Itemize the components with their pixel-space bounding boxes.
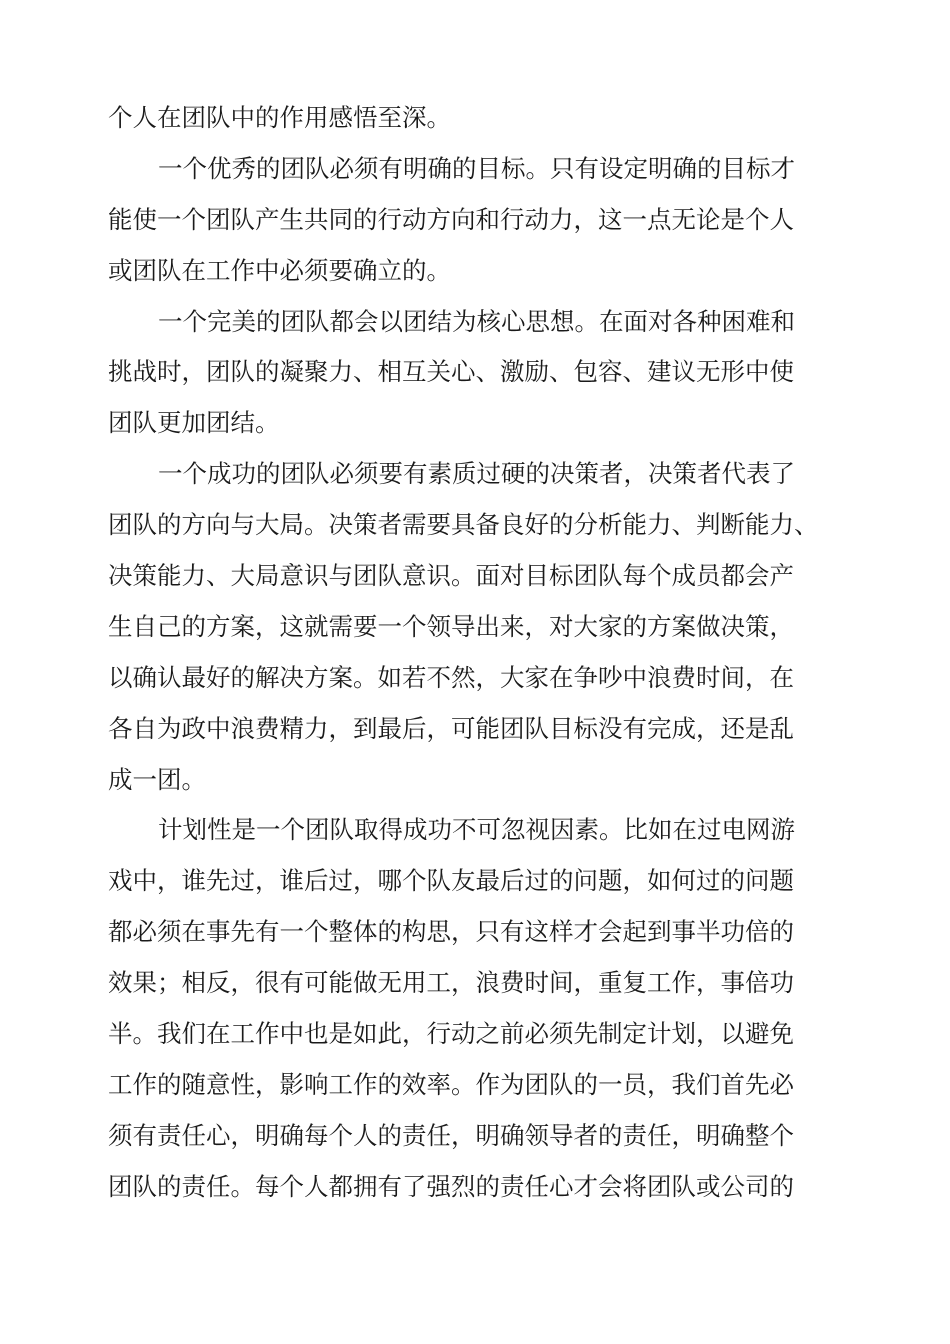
paragraph-line: 工作的随意性，影响工作的效率。作为团队的一员，我们首先必 <box>108 1069 794 1099</box>
paragraph-line: 一个完美的团队都会以团结为核心思想。在面对各种困难和 <box>158 306 795 336</box>
paragraph-line: 戏中，谁先过，谁后过，哪个队友最后过的问题，如何过的问题 <box>108 866 794 896</box>
paragraph-line: 个人在团队中的作用感悟至深。 <box>108 103 451 132</box>
document-body <box>108 93 843 1213</box>
paragraph-line: 一个优秀的团队必须有明确的目标。只有设定明确的目标才 <box>158 153 795 183</box>
paragraph-line: 生自己的方案，这就需要一个领导出来，对大家的方案做决策， <box>108 611 794 641</box>
paragraph-line: 团队的责任。每个人都拥有了强烈的责任心才会将团队或公司的 <box>108 1171 794 1201</box>
paragraph-line: 能使一个团队产生共同的行动方向和行动力，这一点无论是个人 <box>108 204 794 234</box>
paragraph-line: 计划性是一个团队取得成功不可忽视因素。比如在过电网游 <box>158 815 795 845</box>
paragraph <box>108 93 843 144</box>
paragraph <box>108 297 843 450</box>
paragraph-line: 团队更加团结。 <box>108 408 280 438</box>
paragraph-line: 效果；相反，很有可能做无用工，浪费时间，重复工作，事倍功 <box>108 968 794 998</box>
paragraph <box>108 144 843 297</box>
paragraph-line: 团队的方向与大局。决策者需要具备良好的分析能力、判断能力、 <box>108 510 819 540</box>
paragraph-line: 都必须在事先有一个整体的构思，只有这样才会起到事半功倍的 <box>108 917 794 947</box>
paragraph-line: 决策能力、大局意识与团队意识。面对目标团队每个成员都会产 <box>108 561 794 591</box>
paragraph-line: 挑战时，团队的凝聚力、相互关心、激励、包容、建议无形中使 <box>108 357 794 387</box>
paragraph-line: 以确认最好的解决方案。如若不然，大家在争吵中浪费时间，在 <box>108 662 794 692</box>
paragraph-line: 各自为政中浪费精力，到最后，可能团队目标没有完成，还是乱 <box>108 713 794 743</box>
paragraph-line: 或团队在工作中必须要确立的。 <box>108 255 451 285</box>
paragraph-line: 半。我们在工作中也是如此，行动之前必须先制定计划，以避免 <box>108 1019 794 1049</box>
paragraph <box>108 449 843 805</box>
paragraph-line: 成一团。 <box>108 764 206 794</box>
paragraph-line: 须有责任心，明确每个人的责任，明确领导者的责任，明确整个 <box>108 1120 794 1150</box>
paragraph-line: 一个成功的团队必须要有素质过硬的决策者，决策者代表了 <box>158 459 795 489</box>
paragraph <box>108 805 843 1212</box>
